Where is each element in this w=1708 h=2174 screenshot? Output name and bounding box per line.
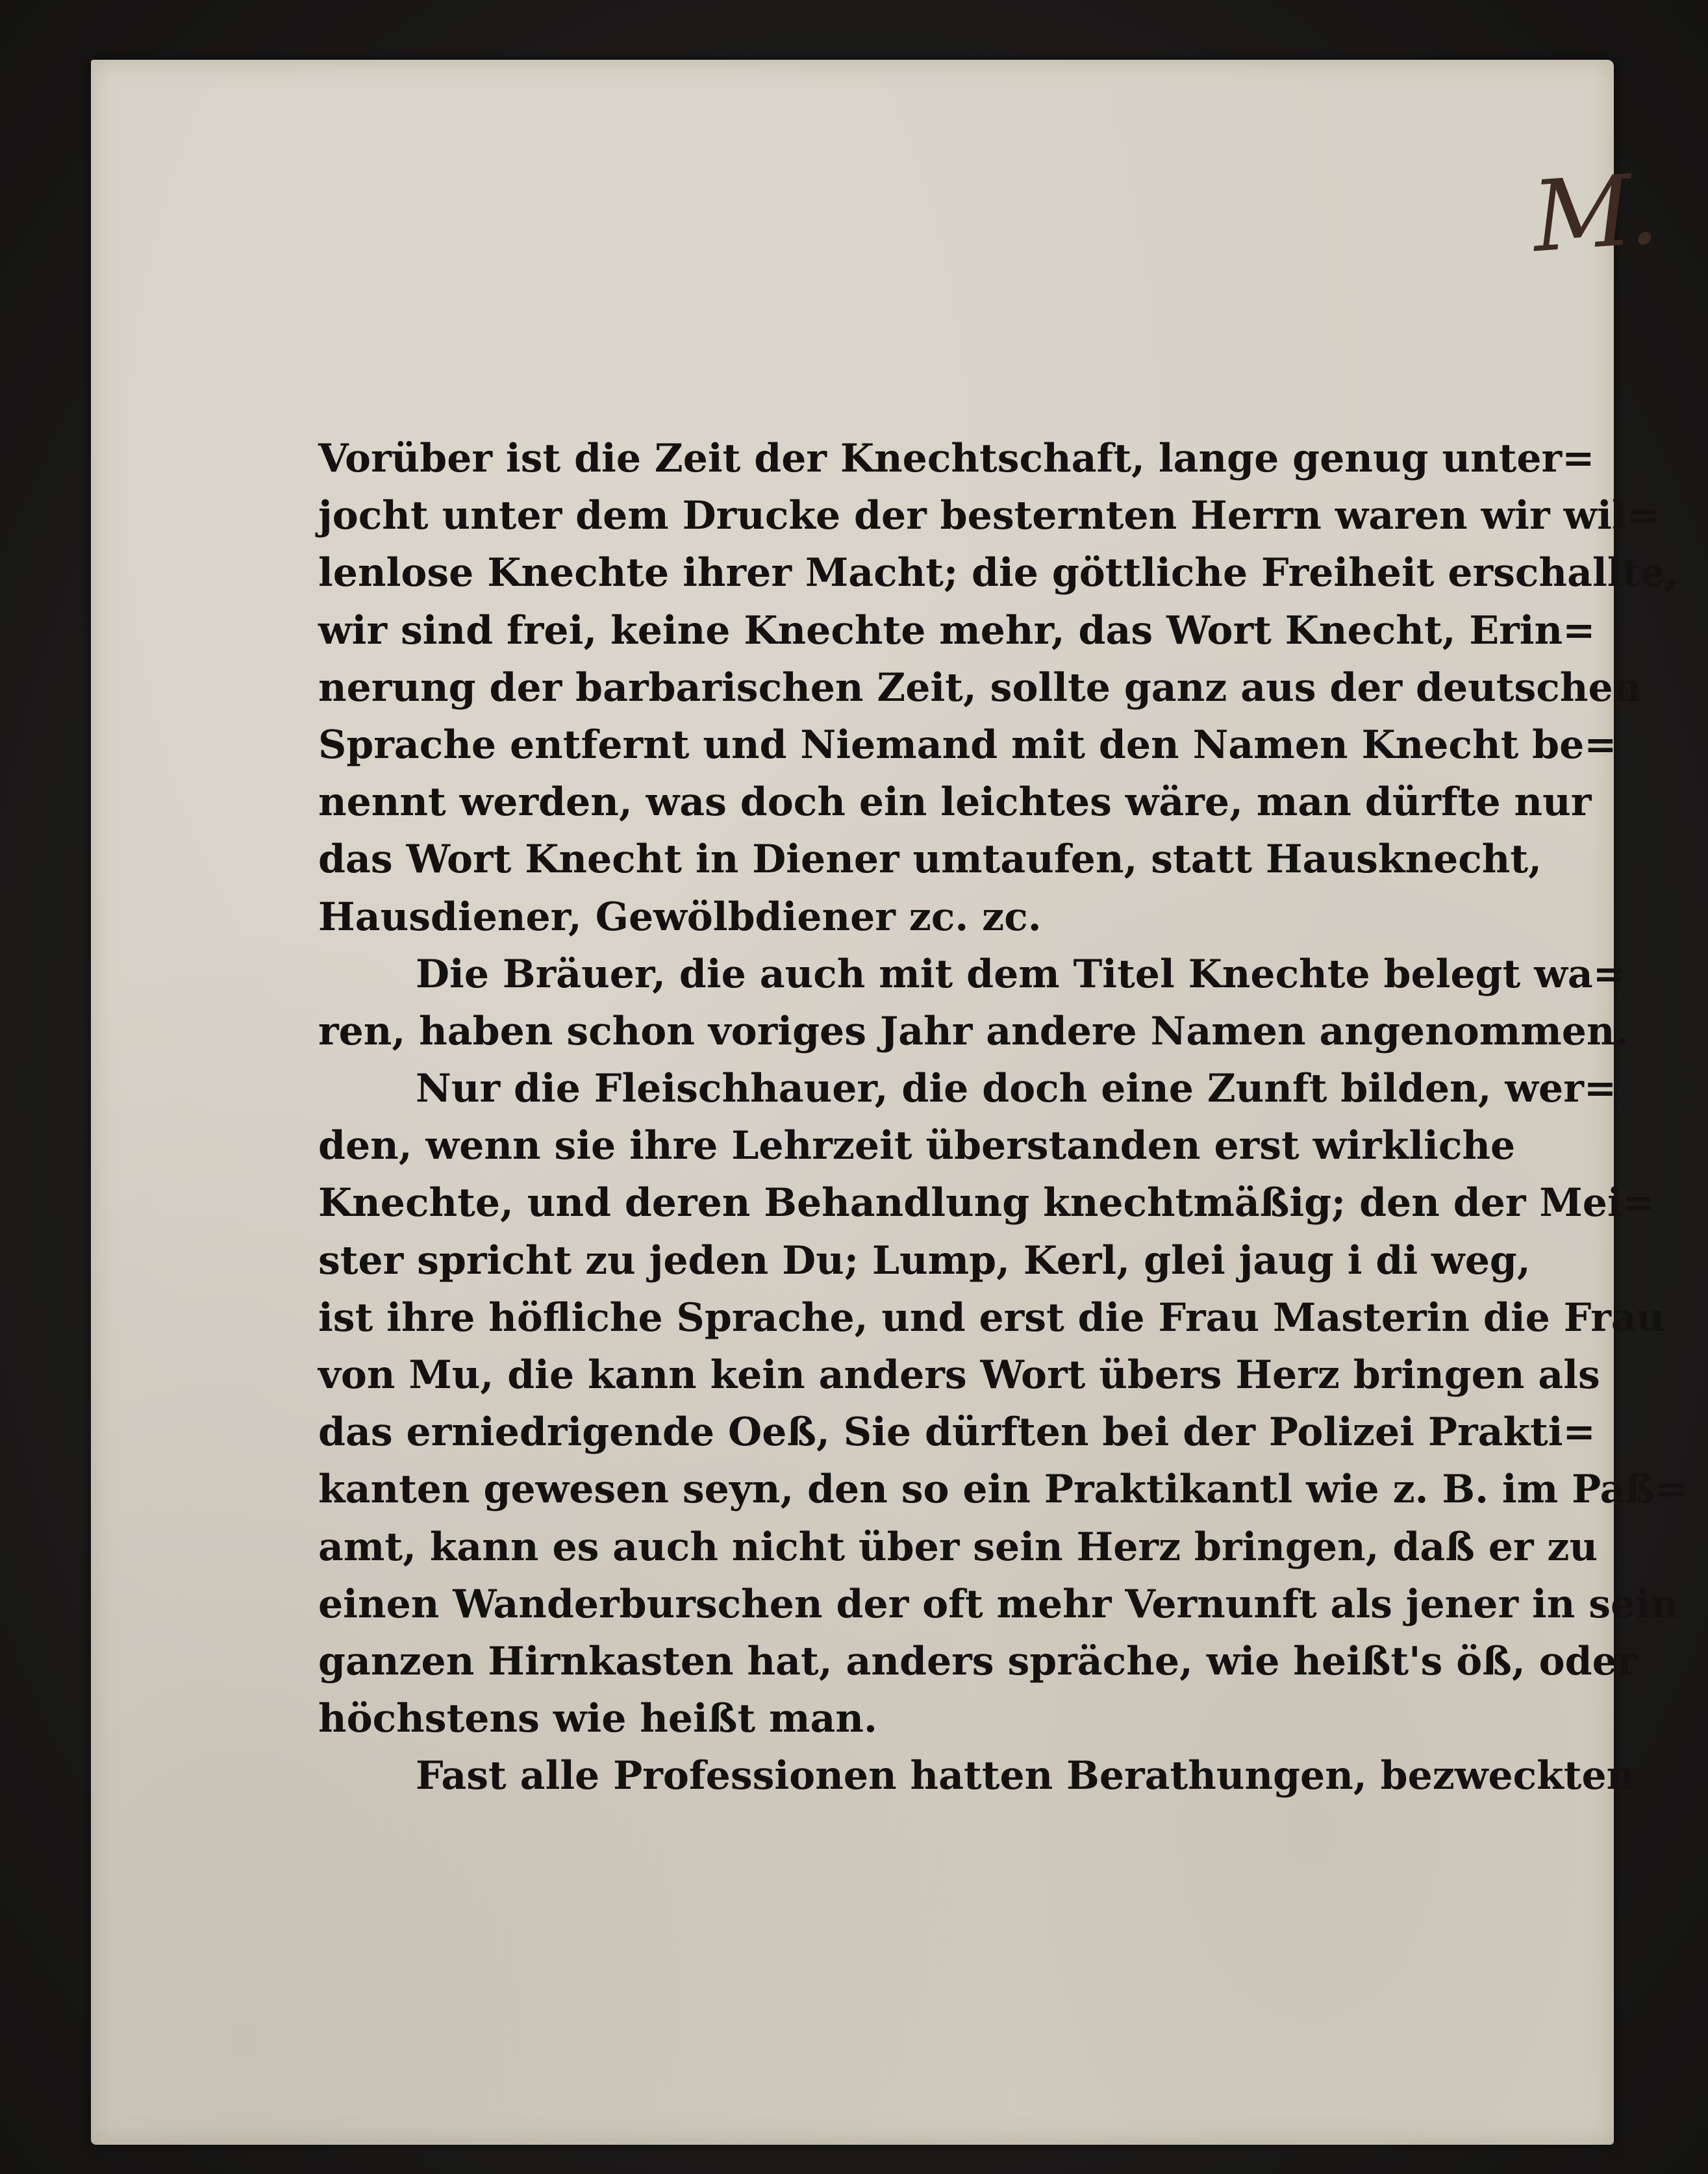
text-line <box>318 1461 1688 1518</box>
text-line <box>318 1519 1598 1576</box>
text-line <box>318 544 1679 601</box>
line-text: Hausdiener, Gewölbdiener zc. zc. <box>318 894 1042 940</box>
line-text: Vorüber ist die Zeit der Knechtschaft, lange genug unter= <box>318 436 1595 481</box>
text-line <box>318 889 1432 946</box>
line-text: ren, haben schon voriges Jahr andere Namen angenommen. <box>318 1008 1629 1054</box>
line-text: den, wenn sie ihre Lehrzeit überstanden erst wirkliche <box>318 1123 1516 1169</box>
line-text: Fast alle Professionen hatten Berathungen, bezweckten <box>416 1753 1635 1799</box>
text-line <box>318 602 1596 659</box>
text-line <box>318 1633 1638 1690</box>
line-text: das erniedrigende Oeß, Sie dürften bei der Polizei Prakti= <box>318 1409 1596 1456</box>
text-line <box>318 774 1592 831</box>
text-line <box>318 659 1642 716</box>
text-line <box>318 430 1595 487</box>
text-line <box>318 1117 1516 1174</box>
line-text: wir sind frei, keine Knechte mehr, das Wort Knecht, Erin= <box>318 607 1596 653</box>
text-line <box>318 1747 1635 1804</box>
line-text: Sprache entfernt und Niemand mit den Namen Knecht be= <box>318 722 1617 768</box>
text-line <box>318 946 1626 1003</box>
line-text: ganzen Hirnkasten hat, anders spräche, wie heißt's öß, oder <box>318 1638 1638 1684</box>
text-line <box>318 1060 1617 1117</box>
line-text: nerung der barbarischen Zeit, sollte ganz aus der deutschen <box>318 664 1642 711</box>
text-line <box>318 1003 1629 1060</box>
text-line <box>318 716 1617 774</box>
line-text: das Wort Knecht in Diener umtaufen, statt Hausknecht, <box>318 837 1542 883</box>
line-text: Die Bräuer, die auch mit dem Titel Knechte belegt wa= <box>416 951 1626 997</box>
line-text: nennt werden, was doch ein leichtes wäre, man dürfte nur <box>318 779 1592 826</box>
line-text: amt, kann es auch nicht über sein Herz bringen, daß er zu <box>318 1524 1598 1570</box>
line-text: Knechte, und deren Behandlung knechtmäßig; den der Mei= <box>318 1180 1655 1226</box>
line-text: höchstens wie heißt man. <box>318 1696 877 1742</box>
handwritten-folio-mark: M. <box>1529 153 1657 275</box>
line-text: Nur die Fleischhauer, die doch eine Zunft bilden, wer= <box>416 1066 1617 1112</box>
text-line <box>318 487 1659 544</box>
line-text: ster spricht zu jeden Du; Lump, Kerl, glei jaug i di weg, <box>318 1237 1531 1283</box>
text-line <box>318 1346 1600 1404</box>
line-text: lenlose Knechte ihrer Macht; die göttliche Freiheit erschallte, <box>318 550 1679 596</box>
text-line <box>318 1232 1531 1289</box>
line-text: von Mu, die kann kein anders Wort übers Herz bringen als <box>318 1352 1600 1398</box>
line-text: kanten gewesen seyn, den so ein Praktikantl wie z. B. im Paß= <box>318 1467 1688 1513</box>
body-text <box>318 430 1688 1805</box>
text-line <box>318 1576 1679 1633</box>
line-text: jocht unter dem Drucke der besternten Herrn waren wir wil= <box>318 493 1659 539</box>
line-text: ist ihre höfliche Sprache, und erst die Frau Masterin die Frau <box>318 1295 1665 1341</box>
line-text: einen Wanderburschen der oft mehr Vernunft als jener in sein <box>318 1581 1679 1627</box>
text-line <box>318 831 1542 888</box>
text-line <box>318 1289 1665 1346</box>
text-line <box>318 1174 1655 1232</box>
text-line <box>318 1690 1432 1747</box>
text-line <box>318 1404 1596 1461</box>
